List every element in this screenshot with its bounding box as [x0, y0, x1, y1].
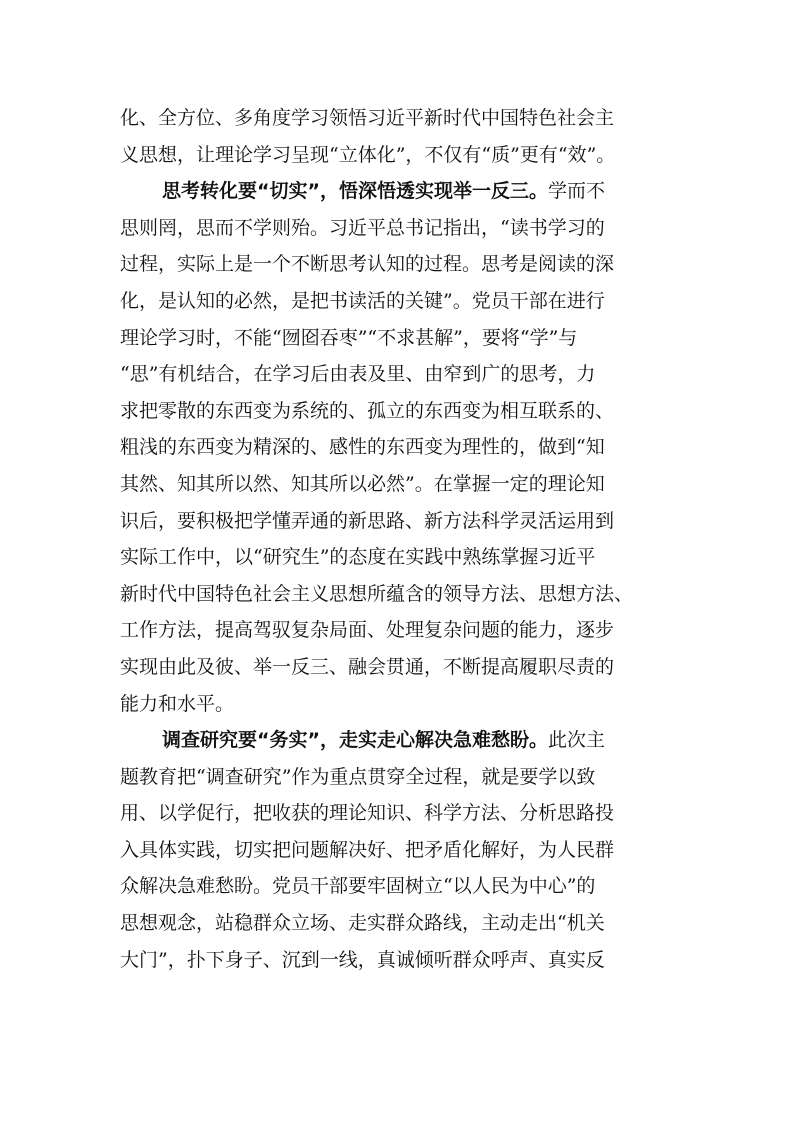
- text-line: 新时代中国特色社会主义思想所蕴含的领导方法、思想方法、: [120, 582, 634, 605]
- text-fragment: 此次主: [547, 729, 605, 752]
- text-line: 入具体实践，切实把问题解决好、把矛盾化解好，为人民群: [120, 838, 615, 861]
- text-line: 义思想，让理论学习呈现“立体化”，不仅有“质”更有“效”。: [120, 143, 616, 166]
- text-line: 理论学习时，不能“囫囵吞枣”“不求甚解”，要将“学”与: [120, 326, 578, 349]
- text-line: “思”有机结合，在学习后由表及里、由窄到广的思考，力: [120, 363, 596, 386]
- paragraph-heading: 思考转化要“切实”，悟深悟透实现举一反三。: [162, 180, 548, 203]
- paragraph-heading: 调查研究要“务实”，走实走心解决急难愁盼。: [162, 729, 548, 752]
- text-line: 思想观念，站稳群众立场、走实群众路线，主动走出“机关: [120, 912, 605, 935]
- text-line: 化，是认知的必然，是把书读活的关键”。党员干部在进行: [120, 289, 605, 312]
- text-line: 求把零散的东西变为系统的、孤立的东西变为相互联系的、: [120, 399, 615, 422]
- text-line: 工作方法，提高驾驭复杂局面、处理复杂问题的能力，逐步: [120, 619, 615, 642]
- text-line: 粗浅的东西变为精深的、感性的东西变为理性的，做到“知: [120, 436, 605, 459]
- paragraph-first-line: [120, 722, 680, 759]
- text-line: 众解决急难愁盼。党员干部要牢固树立“以人民为中心”的: [120, 875, 596, 898]
- text-line: 过程，实际上是一个不断思考认知的过程。思考是阅读的深: [120, 253, 615, 276]
- text-line: 题教育把“调查研究”作为重点贯穿全过程，就是要学以致: [120, 765, 596, 788]
- text-line: 能力和水平。: [120, 692, 235, 715]
- text-line: 其然、知其所以然、知其所以必然”。在掌握一定的理论知: [120, 472, 605, 495]
- text-fragment: 学而不: [547, 180, 605, 203]
- text-line: 实现由此及彼、举一反三、融会贯通，不断提高履职尽责的: [120, 655, 615, 678]
- paragraph-first-line: [120, 173, 680, 210]
- text-line: 大门”，扑下身子、沉到一线，真诚倾听群众呼声、真实反: [120, 948, 605, 971]
- text-line: 实际工作中，以“研究生”的态度在实践中熟练掌握习近平: [120, 546, 596, 569]
- text-line: 化、全方位、多角度学习领悟习近平新时代中国特色社会主: [120, 107, 615, 129]
- text-line: 用、以学促行，把收获的理论知识、科学方法、分析思路投: [120, 802, 615, 825]
- document-body: [120, 100, 680, 978]
- text-line: 思则罔，思而不学则殆。习近平总书记指出，“读书学习的: [120, 216, 605, 239]
- text-line: 识后，要积极把学懂弄通的新思路、新方法科学灵活运用到: [120, 509, 615, 532]
